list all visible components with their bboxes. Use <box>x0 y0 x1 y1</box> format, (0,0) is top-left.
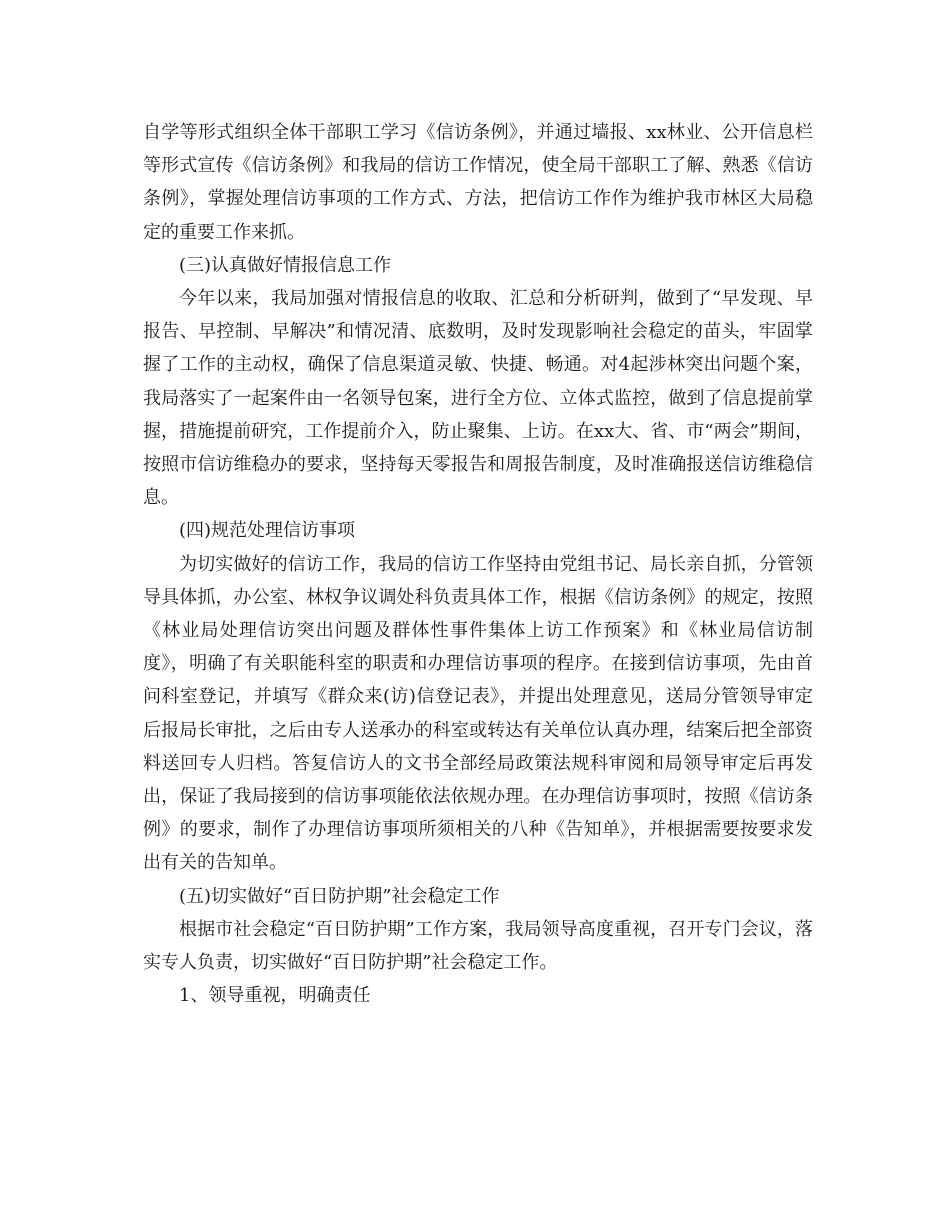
section-heading-petition-handling: (四)规范处理信访事项 <box>179 520 356 542</box>
section-heading-intelligence-info: (三)认真做好情报信息工作 <box>179 254 392 276</box>
section-heading-hundred-days: (五)切实做好“百日防护期”社会稳定工作 <box>179 885 500 907</box>
paragraph-continuation: 自学等形式组织全体干部职工学习《信访条例》，并通过墙报、xx林业、公开信息栏等形式宣传《信访条例》和我局的信访工作情况，使全局干部职工了解、熟悉《信访条例》，掌握处理信访事项的工作方式、方法，把信访工作作为维护我市林区大局稳定的重要工作来抓。 <box>143 122 813 243</box>
document-body <box>143 116 813 1012</box>
subheading-leadership: 1、领导重视，明确责任 <box>179 985 371 1007</box>
paragraph-petition-handling: 为切实做好的信访工作，我局的信访工作坚持由党组书记、局长亲自抓，分管领导具体抓，办公室、林权争议调处科负责具体工作，根据《信访条例》的规定，按照《林业局处理信访突出问题及群体性事件集体上访工作预案》和《林业局信访制度》，明确了有关职能科室的职责和办理信访事项的程序。在接到信访事项，先由首问科室登记，并填写《群众来(访)信登记表》，并提出处理意见，送局分管领导审定后报局长审批，之后由专人送承办的科室或转达有关单位认真办理，结案后把全部资料送回专人归档。答复信访人的文书全部经局政策法规科审阅和局领导审定后再发出，保证了我局接到的信访事项能依法依规办理。在办理信访事项时，按照《信访条例》的要求，制作了办理信访事项所须相关的八种《告知单》，并根据需要按要求发出有关的告知单。 <box>143 553 813 874</box>
paragraph-intelligence-info: 今年以来，我局加强对情报信息的收取、汇总和分析研判，做到了“早发现、早报告、早控制、早解决”和情况清、底数明，及时发现影响社会稳定的苗头，牢固掌握了工作的主动权，确保了信息渠道灵敏、快捷、畅通。对4起涉林突出问题个案，我局落实了一起案件由一名领导包案，进行全方位、立体式监控，做到了信息提前掌握，措施提前研究，工作提前介入，防止聚集、上访。在xx大、省、市“两会”期间，按照市信访维稳办的要求，坚持每天零报告和周报告制度，及时准确报送信访维稳信息。 <box>143 288 813 509</box>
paragraph-hundred-days: 根据市社会稳定“百日防护期”工作方案，我局领导高度重视，召开专门会议，落实专人负责，切实做好“百日防护期”社会稳定工作。 <box>143 918 813 974</box>
